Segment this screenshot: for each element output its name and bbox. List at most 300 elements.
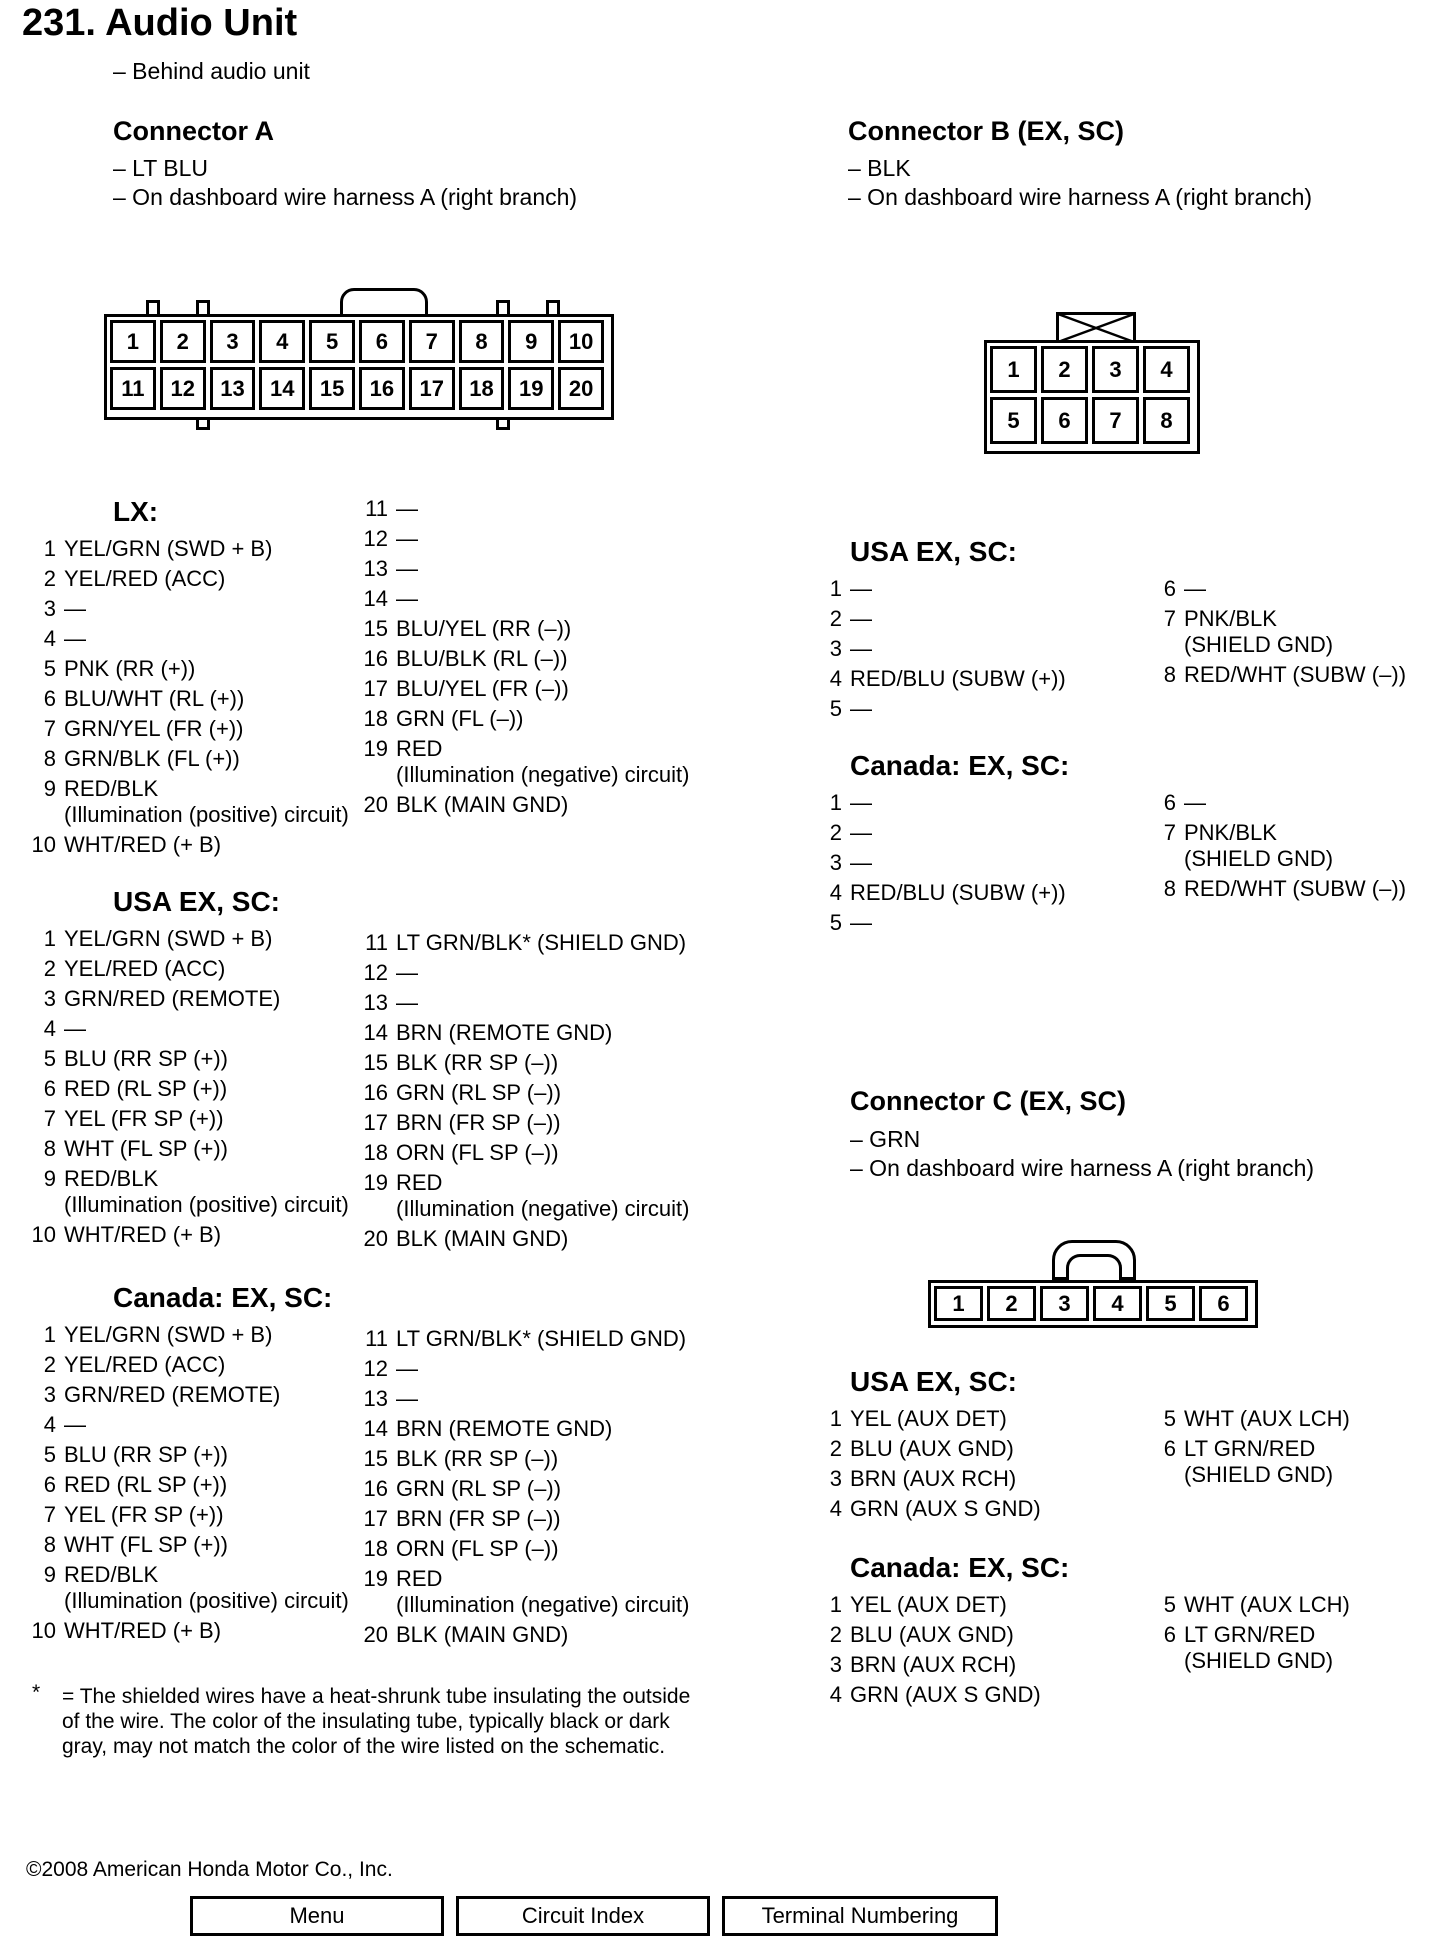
pin-item <box>362 990 689 1020</box>
pin-description: — <box>850 820 872 845</box>
pin-description: BLU (RR SP (+)) <box>64 1442 229 1467</box>
pin-item <box>30 1046 349 1076</box>
pin-item <box>362 586 689 616</box>
pin-description: — <box>396 586 418 611</box>
pin-description: BLU/WHT (RL (+)) <box>64 686 245 711</box>
pin-number: 10 <box>31 1618 56 1643</box>
pin-number: 14 <box>363 1020 388 1045</box>
pin-description: BLK (RR SP (–)) <box>396 1050 559 1075</box>
pin-number: 1 <box>829 1406 842 1431</box>
pin-number: 13 <box>363 556 388 581</box>
pin-note: (Illumination (positive) circuit) <box>64 1192 349 1217</box>
pin-item <box>1150 1622 1350 1678</box>
pin-number: 6 <box>1163 1436 1176 1461</box>
pin-description: BRN (AUX RCH) <box>850 1466 1017 1491</box>
pin-description: BLU/BLK (RL (–)) <box>396 646 568 671</box>
pin-item <box>362 1356 689 1386</box>
connector-pin-cell: 11 <box>110 367 156 410</box>
pin-description: RED (RL SP (+)) <box>64 1076 228 1101</box>
pin-number: 2 <box>43 1352 56 1377</box>
pin-description: — <box>64 1016 86 1041</box>
pin-description: — <box>850 850 872 875</box>
pin-description: WHT/RED (+ B) <box>64 1222 222 1247</box>
menu-button[interactable]: Menu <box>190 1896 444 1936</box>
pin-description: GRN/BLK (FL (+)) <box>64 746 240 771</box>
pin-number: 19 <box>363 736 388 761</box>
pin-description: — <box>850 636 872 661</box>
pin-description: YEL/RED (ACC) <box>64 566 226 591</box>
pin-description: GRN/YEL (FR (+)) <box>64 716 244 741</box>
connector-a-lx-left-list <box>30 536 349 862</box>
pin-item <box>362 706 689 736</box>
pin-description: YEL/RED (ACC) <box>64 1352 226 1377</box>
pin-item <box>30 596 349 626</box>
pin-description: GRN/RED (REMOTE) <box>64 986 281 1011</box>
connector-a-body <box>104 314 614 420</box>
page-title: 231. Audio Unit <box>22 2 298 44</box>
pin-description: WHT (FL SP (+)) <box>64 1532 228 1557</box>
pin-description: ORN (FL SP (–)) <box>396 1140 559 1165</box>
pin-number: 6 <box>43 686 56 711</box>
connector-c-canada-left-list <box>816 1592 1041 1712</box>
pin-description: BLK (MAIN GND) <box>396 1226 569 1251</box>
pin-item <box>362 792 689 822</box>
pin-description: YEL/GRN (SWD + B) <box>64 1322 273 1347</box>
connector-pin-cell: 2 <box>160 320 206 363</box>
pin-note: (Illumination (negative) circuit) <box>396 1196 690 1221</box>
connector-b-diagram <box>984 312 1204 460</box>
pin-item <box>362 1536 689 1566</box>
pin-number: 3 <box>43 1382 56 1407</box>
pin-item <box>30 626 349 656</box>
pin-item <box>30 566 349 596</box>
connector-a-canada-title: Canada: EX, SC: <box>113 1282 333 1313</box>
pin-item <box>1150 1406 1350 1436</box>
pin-item <box>1150 662 1406 692</box>
pin-description: — <box>396 990 418 1015</box>
pin-item <box>362 1080 689 1110</box>
pin-description: — <box>396 1356 418 1381</box>
pin-description: PNK/BLK <box>1184 820 1277 845</box>
pin-description: YEL/GRN (SWD + B) <box>64 926 273 951</box>
pin-number: 18 <box>363 1140 388 1165</box>
pin-description: RED <box>396 736 443 761</box>
pin-number: 10 <box>31 1222 56 1247</box>
pin-description: — <box>850 910 872 935</box>
pin-description: LT GRN/RED <box>1184 1622 1316 1647</box>
pin-item <box>816 606 1066 636</box>
connector-a-diagram <box>104 288 614 436</box>
pin-description: BLK (RR SP (–)) <box>396 1446 559 1471</box>
pin-description: — <box>396 496 418 521</box>
pin-description: RED/BLK <box>64 776 159 801</box>
pin-item <box>816 1466 1041 1496</box>
pin-description: GRN (RL SP (–)) <box>396 1080 562 1105</box>
connector-b-canada-right-list <box>1150 790 1406 906</box>
connector-c-color: – GRN <box>850 1126 921 1152</box>
pin-note: (Illumination (positive) circuit) <box>64 1588 349 1613</box>
pin-item <box>362 930 689 960</box>
connector-pin-cell: 4 <box>1143 346 1190 393</box>
pin-description: BLU/YEL (FR (–)) <box>396 676 569 701</box>
pin-number: 5 <box>829 696 842 721</box>
pin-description: WHT (AUX LCH) <box>1184 1406 1350 1431</box>
pin-number: 12 <box>363 526 388 551</box>
pin-item <box>1150 606 1406 662</box>
pin-number: 16 <box>363 646 388 671</box>
connector-b-canada-title: Canada: EX, SC: <box>850 750 1070 781</box>
pin-note: (SHIELD GND) <box>1184 1462 1334 1487</box>
pin-number: 1 <box>829 1592 842 1617</box>
connector-pin-cell: 5 <box>309 320 355 363</box>
connector-a-lx-right-list <box>362 496 689 822</box>
connector-a-lx-title: LX: <box>113 496 159 527</box>
pin-item <box>30 536 349 566</box>
pin-number: 7 <box>43 1106 56 1131</box>
pin-number: 8 <box>1163 876 1176 901</box>
pin-item <box>1150 1436 1350 1492</box>
pin-number: 16 <box>363 1476 388 1501</box>
pin-description: YEL (AUX DET) <box>850 1406 1007 1431</box>
copyright-text: ©2008 American Honda Motor Co., Inc. <box>26 1858 393 1881</box>
pin-description: — <box>396 960 418 985</box>
pin-number: 8 <box>1163 662 1176 687</box>
pin-item <box>1150 790 1406 820</box>
pin-number: 6 <box>1163 1622 1176 1647</box>
pin-description: — <box>850 576 872 601</box>
footnote-mark: * <box>32 1681 41 1704</box>
pin-number: 2 <box>829 820 842 845</box>
pin-description: BLU (AUX GND) <box>850 1622 1014 1647</box>
connector-pin-cell: 4 <box>259 320 305 363</box>
pin-number: 7 <box>1163 820 1176 845</box>
pin-number: 14 <box>363 586 388 611</box>
pin-description: ORN (FL SP (–)) <box>396 1536 559 1561</box>
connector-pin-cell: 15 <box>309 367 355 410</box>
pin-item <box>816 1682 1041 1712</box>
pin-number: 3 <box>829 850 842 875</box>
pin-number: 7 <box>43 716 56 741</box>
connector-c-title: Connector C (EX, SC) <box>850 1086 1127 1116</box>
pin-item <box>30 656 349 686</box>
pin-item <box>30 1222 349 1252</box>
connector-pin-cell: 2 <box>987 1286 1036 1321</box>
pin-item <box>362 556 689 586</box>
pin-item <box>1150 876 1406 906</box>
pin-item <box>362 1170 689 1226</box>
pin-item <box>816 910 1066 940</box>
pin-number: 2 <box>829 606 842 631</box>
pin-item <box>816 1652 1041 1682</box>
pin-item <box>816 1592 1041 1622</box>
pin-description: — <box>850 606 872 631</box>
pin-description: GRN/RED (REMOTE) <box>64 1382 281 1407</box>
pin-item <box>30 716 349 746</box>
pin-number: 4 <box>829 1496 842 1521</box>
pin-note: (Illumination (negative) circuit) <box>396 1592 690 1617</box>
pin-description: — <box>850 696 872 721</box>
connector-b-color: – BLK <box>848 155 911 181</box>
pin-description: — <box>850 790 872 815</box>
connector-pin-cell: 13 <box>210 367 256 410</box>
connector-pin-cell: 7 <box>1092 397 1139 444</box>
pin-item <box>362 736 689 792</box>
connector-pin-cell: 3 <box>210 320 256 363</box>
pin-description: — <box>64 596 86 621</box>
pin-description: — <box>396 1386 418 1411</box>
pin-number: 2 <box>829 1436 842 1461</box>
pin-description: WHT (AUX LCH) <box>1184 1592 1350 1617</box>
pin-number: 17 <box>363 1110 388 1135</box>
pin-description: BRN (REMOTE GND) <box>396 1416 613 1441</box>
pin-description: BRN (REMOTE GND) <box>396 1020 613 1045</box>
pin-item <box>362 526 689 556</box>
pin-description: BLU (AUX GND) <box>850 1436 1014 1461</box>
circuit-index-button[interactable]: Circuit Index <box>456 1896 710 1936</box>
connector-b-harness: – On dashboard wire harness A (right branch) <box>848 184 1313 210</box>
connector-pin-cell: 14 <box>259 367 305 410</box>
pin-description: YEL/RED (ACC) <box>64 956 226 981</box>
pin-number: 3 <box>43 596 56 621</box>
connector-pin-cell: 1 <box>934 1286 983 1321</box>
pin-item <box>30 1382 349 1412</box>
connector-c-canada-title: Canada: EX, SC: <box>850 1552 1070 1583</box>
pin-number: 1 <box>43 536 56 561</box>
connector-a-usa-title: USA EX, SC: <box>113 886 280 917</box>
pin-item <box>816 790 1066 820</box>
pin-item <box>362 1566 689 1622</box>
pin-number: 3 <box>829 1466 842 1491</box>
pin-note: (Illumination (positive) circuit) <box>64 802 349 827</box>
connector-pin-cell: 1 <box>990 346 1037 393</box>
pin-number: 9 <box>43 1166 56 1191</box>
pin-number: 15 <box>363 1446 388 1471</box>
connector-a-title: Connector A <box>113 116 274 146</box>
pin-item <box>362 496 689 526</box>
connector-c-harness: – On dashboard wire harness A (right branch) <box>850 1155 1315 1181</box>
pin-description: YEL (FR SP (+)) <box>64 1106 224 1131</box>
pin-number: 1 <box>43 926 56 951</box>
pin-description: RED/BLU (SUBW (+)) <box>850 880 1066 905</box>
connector-pin-cell: 3 <box>1040 1286 1089 1321</box>
pin-description: — <box>396 526 418 551</box>
pin-number: 12 <box>363 1356 388 1381</box>
pin-number: 5 <box>43 1046 56 1071</box>
pin-description: RED/BLK <box>64 1166 159 1191</box>
pin-description: BLU/YEL (RR (–)) <box>396 616 572 641</box>
pin-number: 3 <box>829 1652 842 1677</box>
pin-item <box>30 1106 349 1136</box>
location-text: – Behind audio unit <box>113 58 310 84</box>
pin-number: 5 <box>1163 1592 1176 1617</box>
pin-description: RED/WHT (SUBW (–)) <box>1184 876 1407 901</box>
pin-number: 8 <box>43 1532 56 1557</box>
pin-number: 15 <box>363 616 388 641</box>
pin-number: 8 <box>43 1136 56 1161</box>
pin-description: YEL (FR SP (+)) <box>64 1502 224 1527</box>
pin-number: 20 <box>363 1226 388 1251</box>
pin-number: 13 <box>363 1386 388 1411</box>
connector-b-usa-title: USA EX, SC: <box>850 536 1017 567</box>
pin-item <box>30 986 349 1016</box>
pin-number: 14 <box>363 1416 388 1441</box>
pin-description: RED (RL SP (+)) <box>64 1472 228 1497</box>
pin-item <box>362 960 689 990</box>
pin-number: 4 <box>829 666 842 691</box>
pin-description: YEL/GRN (SWD + B) <box>64 536 273 561</box>
connector-pin-cell: 2 <box>1041 346 1088 393</box>
pin-item <box>362 1326 689 1356</box>
pin-item <box>30 1562 349 1618</box>
pin-number: 12 <box>363 960 388 985</box>
pin-number: 16 <box>363 1080 388 1105</box>
pin-description: RED/WHT (SUBW (–)) <box>1184 662 1407 687</box>
pin-item <box>30 776 349 832</box>
pin-description: RED/BLU (SUBW (+)) <box>850 666 1066 691</box>
pin-number: 1 <box>829 576 842 601</box>
connector-c-body <box>928 1280 1258 1328</box>
pin-item <box>362 1020 689 1050</box>
pin-description: GRN (RL SP (–)) <box>396 1476 562 1501</box>
pin-note: (SHIELD GND) <box>1184 846 1334 871</box>
pin-item <box>30 1412 349 1442</box>
pin-item <box>30 746 349 776</box>
pin-description: RED/BLK <box>64 1562 159 1587</box>
pin-item <box>816 1436 1041 1466</box>
connector-c-usa-title: USA EX, SC: <box>850 1366 1017 1397</box>
connector-c-canada-right-list <box>1150 1592 1350 1678</box>
pin-number: 6 <box>1163 576 1176 601</box>
pin-item <box>30 1322 349 1352</box>
connector-pin-cell: 6 <box>1041 397 1088 444</box>
pin-item <box>362 1226 689 1256</box>
connector-pin-cell: 12 <box>160 367 206 410</box>
pin-item <box>30 956 349 986</box>
pin-number: 15 <box>363 1050 388 1075</box>
pin-item <box>30 1618 349 1648</box>
pin-item <box>30 1016 349 1046</box>
connector-pin-cell: 6 <box>1199 1286 1248 1321</box>
pin-number: 17 <box>363 676 388 701</box>
footnote-text: = The shielded wires have a heat-shrunk tube insulating the outside of the wire. The color of the insulating tube, typically black or dark gray, may not match the color of the wire listed on the schematic. <box>62 1685 691 1758</box>
pin-number: 9 <box>43 1562 56 1587</box>
connector-pin-cell: 6 <box>359 320 405 363</box>
pin-item <box>816 880 1066 910</box>
pin-description: GRN (AUX S GND) <box>850 1496 1041 1521</box>
pin-number: 6 <box>43 1076 56 1101</box>
connector-pin-cell: 20 <box>558 367 604 410</box>
pin-item <box>362 616 689 646</box>
pin-number: 3 <box>43 986 56 1011</box>
connector-a-harness: – On dashboard wire harness A (right branch) <box>113 184 578 210</box>
pin-item <box>362 1446 689 1476</box>
connector-pin-cell: 5 <box>990 397 1037 444</box>
pin-item <box>30 1076 349 1106</box>
pin-item <box>30 1352 349 1382</box>
connector-pin-cell: 16 <box>359 367 405 410</box>
pin-description: WHT/RED (+ B) <box>64 832 222 857</box>
connector-pin-cell: 4 <box>1093 1286 1142 1321</box>
pin-description: LT GRN/RED <box>1184 1436 1316 1461</box>
pin-description: WHT/RED (+ B) <box>64 1618 222 1643</box>
pin-item <box>362 676 689 706</box>
pin-number: 11 <box>365 496 388 521</box>
pin-description: WHT (FL SP (+)) <box>64 1136 228 1161</box>
pin-item <box>816 850 1066 880</box>
pin-item <box>362 1050 689 1080</box>
pin-number: 9 <box>43 776 56 801</box>
pin-number: 5 <box>43 656 56 681</box>
pin-item <box>30 1472 349 1502</box>
pin-number: 18 <box>363 1536 388 1561</box>
pin-item <box>1150 820 1406 876</box>
connector-a-color: – LT BLU <box>113 155 209 181</box>
pin-number: 11 <box>365 930 388 955</box>
pin-item <box>30 1136 349 1166</box>
pin-item <box>1150 576 1406 606</box>
connector-b-canada-left-list <box>816 790 1066 940</box>
pin-item <box>816 1622 1041 1652</box>
connector-pin-cell: 1 <box>110 320 156 363</box>
connector-pin-cell: 8 <box>459 320 505 363</box>
pin-number: 17 <box>363 1506 388 1531</box>
pin-number: 6 <box>43 1472 56 1497</box>
pin-number: 20 <box>363 792 388 817</box>
pin-number: 4 <box>829 880 842 905</box>
pin-item <box>362 1386 689 1416</box>
pin-number: 5 <box>1163 1406 1176 1431</box>
pin-number: 20 <box>363 1622 388 1647</box>
pin-number: 5 <box>43 1442 56 1467</box>
pin-number: 3 <box>829 636 842 661</box>
connector-pin-cell: 17 <box>409 367 455 410</box>
pin-number: 5 <box>829 910 842 935</box>
pin-number: 13 <box>363 990 388 1015</box>
pin-number: 2 <box>43 566 56 591</box>
terminal-numbering-button[interactable]: Terminal Numbering <box>722 1896 998 1936</box>
pin-number: 7 <box>43 1502 56 1527</box>
pin-item <box>362 1110 689 1140</box>
connector-c-usa-left-list <box>816 1406 1041 1526</box>
pin-note: (Illumination (negative) circuit) <box>396 762 690 787</box>
connector-pin-cell: 7 <box>409 320 455 363</box>
connector-pin-cell: 3 <box>1092 346 1139 393</box>
pin-description: — <box>396 556 418 581</box>
pin-description: LT GRN/BLK* (SHIELD GND) <box>396 930 687 955</box>
connector-pin-cell: 8 <box>1143 397 1190 444</box>
pin-description: RED <box>396 1170 443 1195</box>
pin-number: 4 <box>43 626 56 651</box>
pin-description: GRN (AUX S GND) <box>850 1682 1041 1707</box>
pin-number: 1 <box>829 790 842 815</box>
pin-number: 8 <box>43 746 56 771</box>
pin-item <box>816 666 1066 696</box>
connector-b-usa-left-list <box>816 576 1066 726</box>
connector-b-title: Connector B (EX, SC) <box>848 116 1125 146</box>
pin-description: BLK (MAIN GND) <box>396 792 569 817</box>
connector-b-body <box>984 340 1200 454</box>
pin-item <box>362 1140 689 1170</box>
pin-description: — <box>64 1412 86 1437</box>
pin-item <box>362 646 689 676</box>
pin-description: PNK/BLK <box>1184 606 1277 631</box>
connector-pin-cell: 18 <box>459 367 505 410</box>
pin-item <box>362 1416 689 1446</box>
pin-description: BRN (FR SP (–)) <box>396 1506 561 1531</box>
pin-description: YEL (AUX DET) <box>850 1592 1007 1617</box>
pin-item <box>30 1442 349 1472</box>
pin-number: 18 <box>363 706 388 731</box>
